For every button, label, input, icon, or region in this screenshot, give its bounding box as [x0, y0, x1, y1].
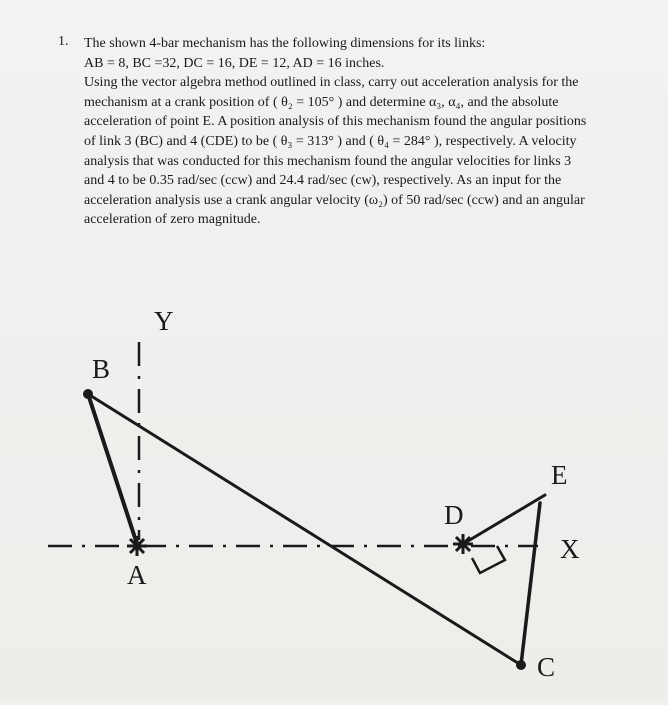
problem-line-8: and 4 to be 0.35 rad/sec (ccw) and 24.4 rad/sec (cw), respectively. As an input for the [84, 173, 562, 189]
mechanism-diagram [0, 290, 668, 700]
mechanism-figure [0, 290, 668, 700]
problem-line-10: acceleration of zero magnitude. [84, 212, 261, 228]
point-d-label: D [444, 500, 464, 530]
problem-line-2: AB = 8, BC =32, DC = 16, DE = 12, AD = 16 inches. [84, 55, 385, 71]
link-ab [88, 394, 137, 544]
right-angle-marker [472, 546, 505, 573]
point-b-label: B [92, 354, 111, 384]
y-axis-label: Y [154, 306, 174, 336]
point-e-label: E [551, 460, 568, 490]
x-axis-label: X [560, 534, 580, 564]
problem-line-3: Using the vector algebra method outlined in class, carry out acceleration analysis for the [84, 75, 579, 91]
problem-number: 1. [58, 34, 69, 49]
problem-line-4: mechanism at a crank position of ( θ₂ = 105° ) and determine α₃, α₄, and the absolute [84, 94, 559, 110]
problem-line-5: acceleration of point E. A position analysis of this mechanism found the angular positions [84, 114, 587, 130]
joint-b [83, 389, 93, 399]
problem-line-6: of link 3 (BC) and 4 (CDE) to be ( θ₃ = 313° ) and ( θ₄ = 284° ), respectively. A velocity [84, 133, 577, 149]
problem-line-7: analysis that was conducted for this mechanism found the angular velocities for links 3 [84, 153, 572, 169]
point-a-label: A [127, 560, 147, 590]
ground-pivot-a-icon [127, 536, 147, 556]
point-c-label: C [537, 652, 556, 682]
joint-c [516, 660, 526, 670]
problem-text [84, 34, 624, 230]
link-cde [521, 503, 540, 665]
problem-line-1: The shown 4-bar mechanism has the following dimensions for its links: [84, 36, 486, 51]
problem-line-9: acceleration analysis use a crank angular velocity (ω₂) of 50 rad/sec (ccw) and an angular [84, 192, 585, 208]
link-de-extension [463, 495, 545, 544]
